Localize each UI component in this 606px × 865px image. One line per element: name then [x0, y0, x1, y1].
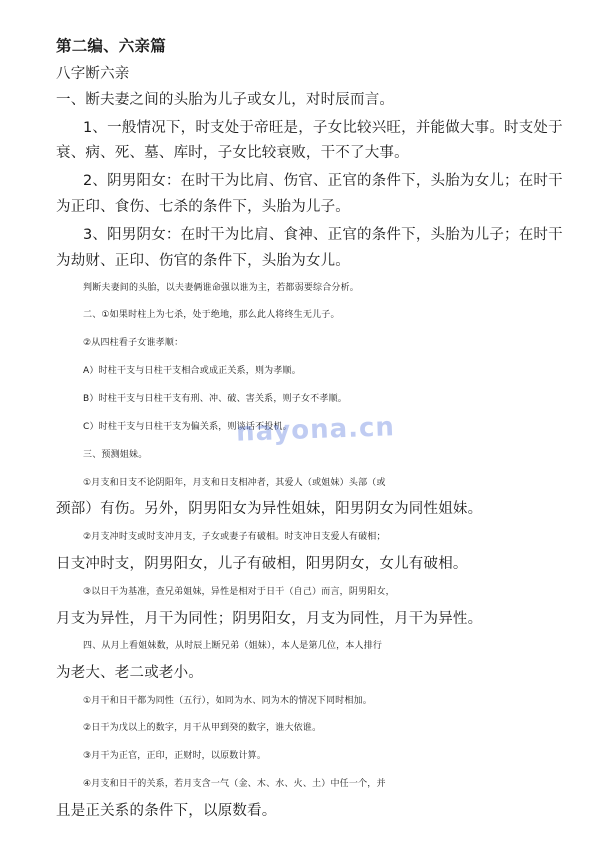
- paragraph-line: 一、断夫妻之间的头胎为儿子或女儿，对时辰而言。: [56, 92, 395, 108]
- paragraph-line: 四、从月上看姐妹数，从时辰上断兄弟（姐妹），本人是第几位，本人排行: [83, 641, 383, 651]
- paragraph-line: ②月支冲时支或时支冲月支，子女或妻子有破相。时支冲日支爱人有破相；: [83, 532, 386, 542]
- paragraph-line: 为劫财、正印、伤官的条件下，头胎为女儿。: [56, 253, 350, 269]
- paragraph-line: 月支为异性，月干为同性；阴男阳女，月支为同性，月干为异性。: [56, 611, 483, 627]
- subtitle: 八字断六亲: [56, 66, 130, 82]
- paragraph-line: B）时柱干支与日柱干支有刑、冲、破、害关系，则子女不孝顺。: [83, 394, 347, 404]
- paragraph-line: 2、阴男阳女：在时干为比肩、伤官、正官的条件下，头胎为女儿；在时干: [83, 173, 563, 189]
- watermark: nayona.cn: [235, 412, 396, 448]
- paragraph-line: 为老大、老二或老小。: [56, 665, 203, 681]
- paragraph-line: ①月干和日干都为同性（五行），如同为水、同为木的情况下同时相加。: [83, 696, 372, 706]
- paragraph-line: 二、①如果时柱上为七杀，处于绝地，那么此人将终生无儿子。: [83, 310, 340, 320]
- paragraph-line: ④月支和日干的关系，若月支含一气（金、木、水、火、土）中任一个，并: [83, 779, 386, 789]
- page-title: 第二编、六亲篇: [56, 37, 166, 55]
- paragraph-line: 为正印、食伤、七杀的条件下，头胎为儿子。: [56, 199, 350, 215]
- paragraph-line: 衰、病、死、墓、库时，子女比较衰败，干不了大事。: [56, 145, 409, 161]
- paragraph-line: 判断夫妻间的头胎，以夫妻俩谁命强以谁为主，若都弱要综合分析。: [83, 283, 360, 293]
- paragraph-line: 且是正关系的条件下，以原数看。: [56, 803, 277, 819]
- paragraph-line: 颈部）有伤。另外，阴男阳女为异性姐妹，阳男阴女为同性姐妹。: [56, 501, 483, 517]
- paragraph-line: 1、一般情况下，时支处于帝旺是，子女比较兴旺，并能做大事。时支处于: [83, 120, 563, 136]
- paragraph-line: 三、预测姐妹。: [83, 450, 148, 460]
- paragraph-line: 日支冲时支，阴男阳女，儿子有破相，阳男阴女，女儿有破相。: [56, 556, 468, 572]
- paragraph-line: A）时柱干支与日柱干支相合或成正关系，则为孝顺。: [83, 366, 301, 376]
- paragraph-line: ②从四柱看子女谁孝顺：: [83, 338, 184, 348]
- paragraph-line: C）时柱干支与日柱干支为偏关系，则谈话不投机。: [83, 422, 292, 432]
- paragraph-line: ③以日干为基准，查兄弟姐妹，异性是相对于日干（自己）而言，阴男阳女，: [83, 587, 395, 597]
- paragraph-line: ③月干为正官，正印，正财时，以原数计算。: [83, 751, 267, 761]
- paragraph-line: ②日干为戊以上的数字，月干从甲到癸的数字，谁大依谁。: [83, 723, 322, 733]
- paragraph-line: 3、阳男阴女：在时干为比肩、食神、正官的条件下，头胎为儿子；在时干: [83, 227, 563, 243]
- paragraph-line: ①月支和日支不论阴阳年，月支和日支相冲者，其爱人（或姐妹）头部（或: [83, 478, 386, 488]
